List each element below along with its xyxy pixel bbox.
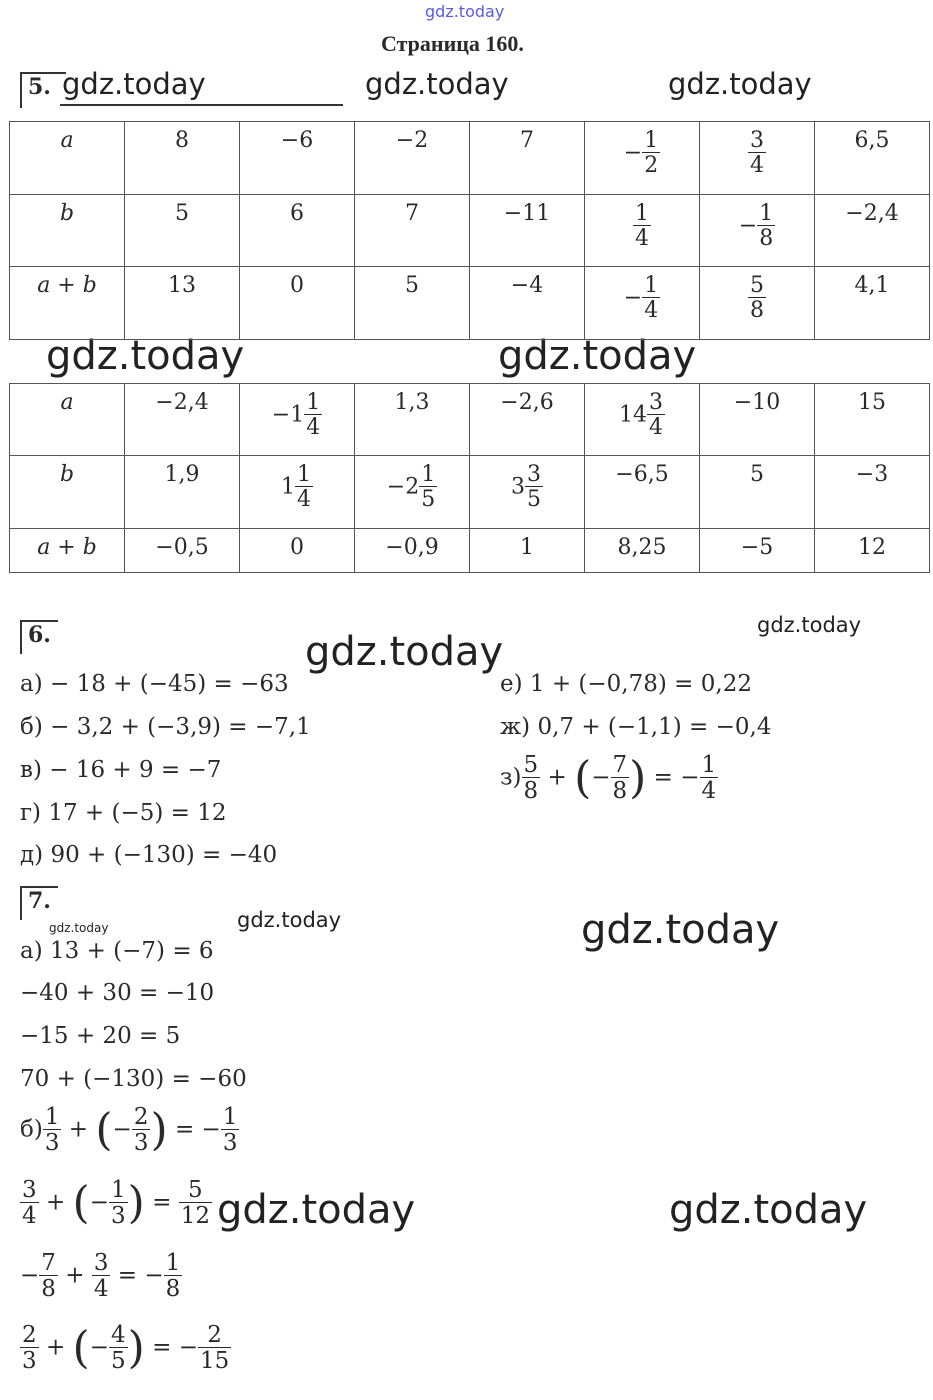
equation-line: б) − 3,2 + (−3,9) = −7,1 [20,714,311,740]
table-row-sum [10,267,930,340]
table-cell: −4 [470,267,585,340]
watermark: gdz.today [581,907,780,953]
table-cell: −0,5 [125,529,240,573]
table-cell: − $\frac{1}{8}$ [700,195,815,267]
row-label-b: b [10,456,125,529]
watermark: gdz.today [217,1187,416,1233]
table-cell: 15 [815,384,930,456]
table-row-b [10,195,930,267]
table-cell: 1,9 [125,456,240,529]
table-cell: 5 [700,456,815,529]
table-row-a [10,122,930,195]
exercise-number-7: 7. [20,886,58,920]
row-label-sum: a + b [10,267,125,340]
item-label: з) [500,764,522,791]
watermark: gdz.today [305,629,504,675]
table-cell: 12 [815,529,930,573]
row-label-a: a [10,384,125,456]
row-label-b: b [10,195,125,267]
table-row-b [10,456,930,529]
table-cell: −3 [815,456,930,529]
table-row-a [10,384,930,456]
equation-line: $\frac{2}{3}$ + (− $\frac{4}{5}$ ) = − $\frac{2}{15}$ [22,1322,230,1374]
table-cell: 0 [240,529,355,573]
watermark: gdz.today [668,67,812,101]
table-cell: 6,5 [815,122,930,195]
item-label: б) [20,1116,43,1143]
equation-line: а) 13 + (−7) = 6 [20,938,214,964]
table-cell: −2 [355,122,470,195]
table-2 [9,383,930,573]
page-title: Страница 160. [381,31,524,56]
equation-line: з) $\frac{5}{8}$ + (− $\frac{7}{8}$ ) = − $\frac{1}{4}$ [500,752,717,804]
equation-line: д) 90 + (−130) = −40 [20,842,278,868]
table-cell: −1 $\frac{1}{4}$ [240,384,355,456]
equation-line: а) − 18 + (−45) = −63 [20,671,289,697]
equation-line: в) − 16 + 9 = −7 [20,757,222,783]
table-cell: 5 [355,267,470,340]
table-cell: $\frac{3}{4}$ [700,122,815,195]
table-cell: 8,25 [585,529,700,573]
table-cell: 1,3 [355,384,470,456]
table-cell: 8 [125,122,240,195]
watermark: gdz.today [46,333,245,379]
table-cell: 0 [240,267,355,340]
table-cell: −2,6 [470,384,585,456]
table-cell: 3 $\frac{3}{5}$ [470,456,585,529]
watermark: gdz.today [365,67,509,101]
watermark: gdz.today [757,613,862,637]
exercise-underline [60,104,343,106]
equation-line: $\frac{3}{4}$ + (− $\frac{1}{3}$ ) = $\frac{5}{12}$ [22,1177,210,1229]
table-cell: 4,1 [815,267,930,340]
table-cell: 6 [240,195,355,267]
watermark: gdz.today [237,908,342,932]
table-cell: 13 [125,267,240,340]
equation-line: −15 + 20 = 5 [20,1023,181,1049]
watermark-top: gdz.today [425,2,505,21]
equation-line: 70 + (−130) = −60 [20,1066,247,1092]
equation-line: ж) 0,7 + (−1,1) = −0,4 [500,714,772,740]
table-cell: 14 $\frac{3}{4}$ [585,384,700,456]
exercise-number-6: 6. [20,620,58,654]
watermark: gdz.today [62,67,206,101]
watermark: gdz.today [669,1187,868,1233]
table-cell: 1 [470,529,585,573]
table-cell: −6,5 [585,456,700,529]
row-label-sum: a + b [10,529,125,573]
table-cell: $\frac{1}{4}$ [585,195,700,267]
watermark: gdz.today [49,921,109,935]
table-cell: −0,9 [355,529,470,573]
table-cell: −2 $\frac{1}{5}$ [355,456,470,529]
equation-line: е) 1 + (−0,78) = 0,22 [500,671,752,697]
table-cell: 1 $\frac{1}{4}$ [240,456,355,529]
table-cell: −11 [470,195,585,267]
table-cell: −2,4 [815,195,930,267]
equation-line: б) $\frac{1}{3}$ + (− $\frac{2}{3}$ ) = − $\frac{1}{3}$ [20,1104,238,1156]
equation-line: − $\frac{7}{8}$ + $\frac{3}{4}$ = − $\frac{1}{8}$ [20,1250,181,1302]
table-cell: $\frac{5}{8}$ [700,267,815,340]
watermark: gdz.today [498,333,697,379]
equation-line: −40 + 30 = −10 [20,980,215,1006]
table-cell: 7 [355,195,470,267]
exercise-number-5: 5. [20,72,66,108]
table-cell: −6 [240,122,355,195]
table-cell: − $\frac{1}{2}$ [585,122,700,195]
table-cell: − $\frac{1}{4}$ [585,267,700,340]
equation-line: г) 17 + (−5) = 12 [20,800,227,826]
table-cell: 7 [470,122,585,195]
table-row-sum [10,529,930,573]
table-cell: −5 [700,529,815,573]
table-cell: −2,4 [125,384,240,456]
table-cell: −10 [700,384,815,456]
row-label-a: a [10,122,125,195]
table-cell: 5 [125,195,240,267]
table-1 [9,121,930,340]
